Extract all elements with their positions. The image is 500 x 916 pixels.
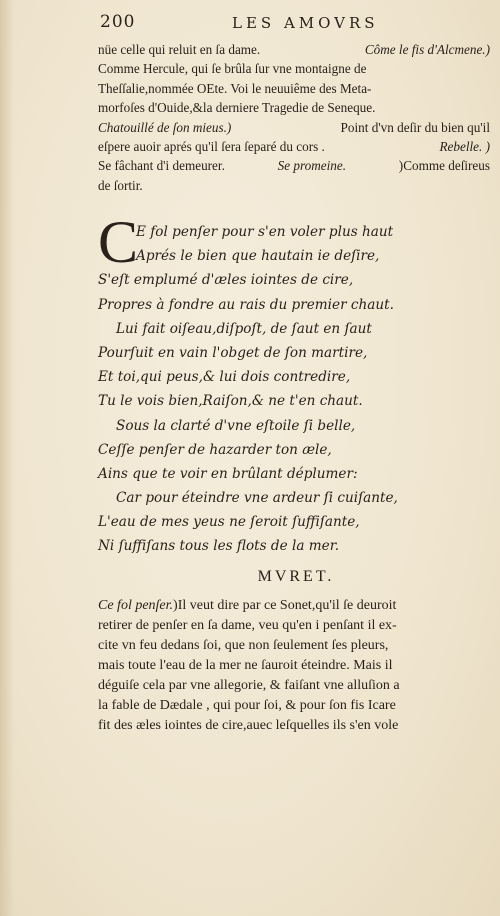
sonnet-line: Et toi,qui peus,& lui dois contredire, bbox=[98, 369, 351, 386]
commentary-line: cite vn feu dedans ſoi, que non ſeulement ſes pleurs, bbox=[98, 638, 389, 653]
note-line: Comme Hercule, qui ſe brûla ſur vne montaigne de bbox=[98, 61, 367, 77]
preceding-notes bbox=[98, 40, 490, 195]
sonnet-line: Tu le vois bien,Raiſon,& ne t'en chaut. bbox=[98, 393, 363, 410]
page-number: 200 bbox=[100, 12, 136, 32]
sonnet-line: E fol penſer pour s'en voler plus haut bbox=[136, 224, 394, 240]
drop-cap: C bbox=[98, 209, 139, 275]
sonnet-line: Sous la clarté d'vne eſtoile ſi belle, bbox=[116, 417, 356, 434]
sonnet-line: S'eſt emplumé d'æles iointes de cire, bbox=[98, 272, 354, 289]
note-line: Theſſalie,nommée OEte. Voi le neuuiême des Meta- bbox=[98, 80, 372, 96]
note-line: Se fâchant d'i demeurer. Se promeine. )Comme deſireus bbox=[98, 158, 490, 174]
note-line: morfoſes d'Ouide,&la derniere Tragedie de Seneque. bbox=[98, 100, 376, 116]
sonnet-line: Aprés le bien que hautain ie deſire, bbox=[136, 248, 380, 265]
note-line: Chatouillé de ſon mieus.) Point d'vn deſir du bien qu'il bbox=[98, 119, 490, 135]
commentary-line: mais toute l'eau de la mer ne ſauroit éteindre. Mais il bbox=[98, 658, 393, 673]
commentary-line: retirer de penſer en ſa dame, veu qu'en i penſant il ex- bbox=[98, 618, 397, 633]
commentary-line: déguiſe cela par vne allegorie, & faiſant vne alluſion a bbox=[98, 678, 400, 693]
sonnet-line: Lui fait oiſeau,diſpoſt, de ſaut en ſaut bbox=[116, 320, 372, 337]
sonnet-line: Ains que te voir en brûlant déplumer: bbox=[98, 465, 358, 482]
commentary-line: Ce fol penſer.)Il veut dire par ce Sonet,qu'il ſe deuroit bbox=[98, 598, 397, 613]
commentary-line: la fable de Dædale , qui pour ſoi, & pour ſon fis Icare bbox=[98, 698, 396, 713]
note-line: de ſortir. bbox=[98, 177, 143, 193]
sonnet-line: Pourſuit en vain l'obget de ſon martire, bbox=[98, 344, 368, 361]
sonnet bbox=[98, 209, 490, 559]
commentary bbox=[98, 596, 490, 736]
sonnet-line: Ni ſuffiſans tous les flots de la mer. bbox=[98, 538, 340, 555]
sonnet-line: L'eau de mes yeus ne ſeroit ſuffiſante, bbox=[98, 514, 360, 531]
sonnet-line: Ceſſe penſer de hazarder ton æle, bbox=[98, 441, 332, 458]
sonnet-line: Car pour éteindre vne ardeur ſi cuiſante, bbox=[116, 490, 398, 507]
running-title: LES AMOVRS bbox=[232, 14, 379, 32]
page-header bbox=[100, 12, 480, 36]
note-line: eſpere auoir aprés qu'il ſera ſeparé du cors . Rebelle. ) bbox=[98, 139, 490, 155]
commentary-author: MVRET. bbox=[257, 568, 335, 585]
note-line: nüe celle qui reluit en ſa dame. Côme le fis d'Alcmene.) bbox=[98, 42, 490, 57]
commentary-line: fit des æles iointes de cire,auec leſquelles ils s'en vole bbox=[98, 718, 399, 733]
sonnet-line: Propres à fondre au rais du premier chaut. bbox=[98, 296, 394, 313]
